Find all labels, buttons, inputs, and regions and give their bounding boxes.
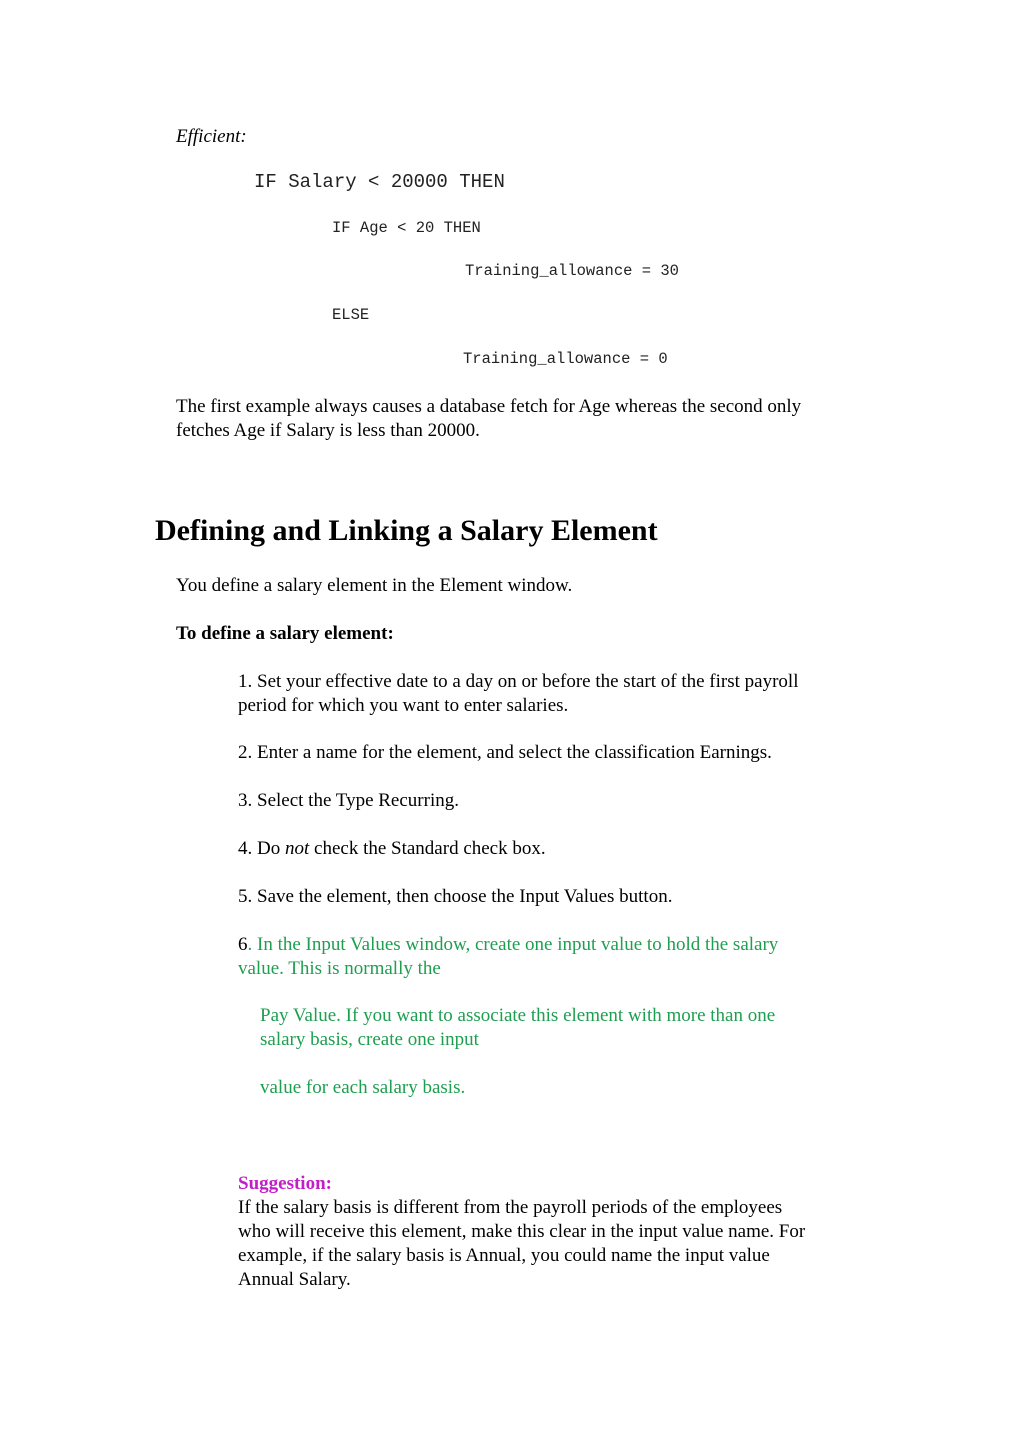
suggestion-title: Suggestion:	[238, 1173, 332, 1194]
suggestion-line2: who will receive this element, make this clear in the input value name. For	[238, 1221, 806, 1242]
step-4	[238, 837, 546, 861]
step-1-line1: 1. Set your effective date to a day on or before the start of the first payroll	[238, 671, 799, 692]
step-6-line1	[238, 933, 778, 957]
step-2: 2. Enter a name for the element, and select the classification Earnings.	[238, 742, 772, 763]
step-4-prefix: 4. Do	[238, 838, 285, 859]
step-6-number: 6	[238, 934, 248, 955]
step-3: 3. Select the Type Recurring.	[238, 790, 459, 811]
step-6-line5: value for each salary basis.	[260, 1077, 466, 1098]
code-explanation-line2: fetches Age if Salary is less than 20000.	[176, 420, 480, 441]
procedure-title: To define a salary element:	[176, 623, 394, 644]
code-explanation-line1: The first example always causes a database fetch for Age whereas the second only	[176, 396, 802, 417]
step-1-line2: period for which you want to enter salaries.	[238, 695, 569, 716]
section-intro: You define a salary element in the Element window.	[176, 575, 573, 596]
suggestion-line3: example, if the salary basis is Annual, you could name the input value	[238, 1245, 770, 1266]
suggestion-line1: If the salary basis is different from the payroll periods of the employees	[238, 1197, 783, 1218]
step-6-line3: Pay Value. If you want to associate this element with more than one	[260, 1005, 776, 1026]
step-5: 5. Save the element, then choose the Input Values button.	[238, 886, 673, 907]
step-4-emphasis: not	[284, 838, 310, 859]
code-line-allowance-0: Training_allowance = 0	[463, 350, 668, 368]
step-6-text: . In the Input Values window, create one input value to hold the salary	[247, 934, 779, 955]
code-example-label: Efficient:	[176, 126, 247, 147]
suggestion-line4: Annual Salary.	[238, 1269, 351, 1290]
step-6-line2: value. This is normally the	[238, 958, 441, 979]
step-6-line4: salary basis, create one input	[260, 1029, 479, 1050]
step-4-suffix: check the Standard check box.	[309, 838, 546, 859]
code-line-if-salary: IF Salary < 20000 THEN	[254, 171, 505, 193]
section-heading: Defining and Linking a Salary Element	[155, 514, 658, 547]
code-line-allowance-30: Training_allowance = 30	[465, 262, 679, 280]
code-line-if-age: IF Age < 20 THEN	[332, 219, 481, 237]
code-line-else: ELSE	[332, 306, 370, 324]
